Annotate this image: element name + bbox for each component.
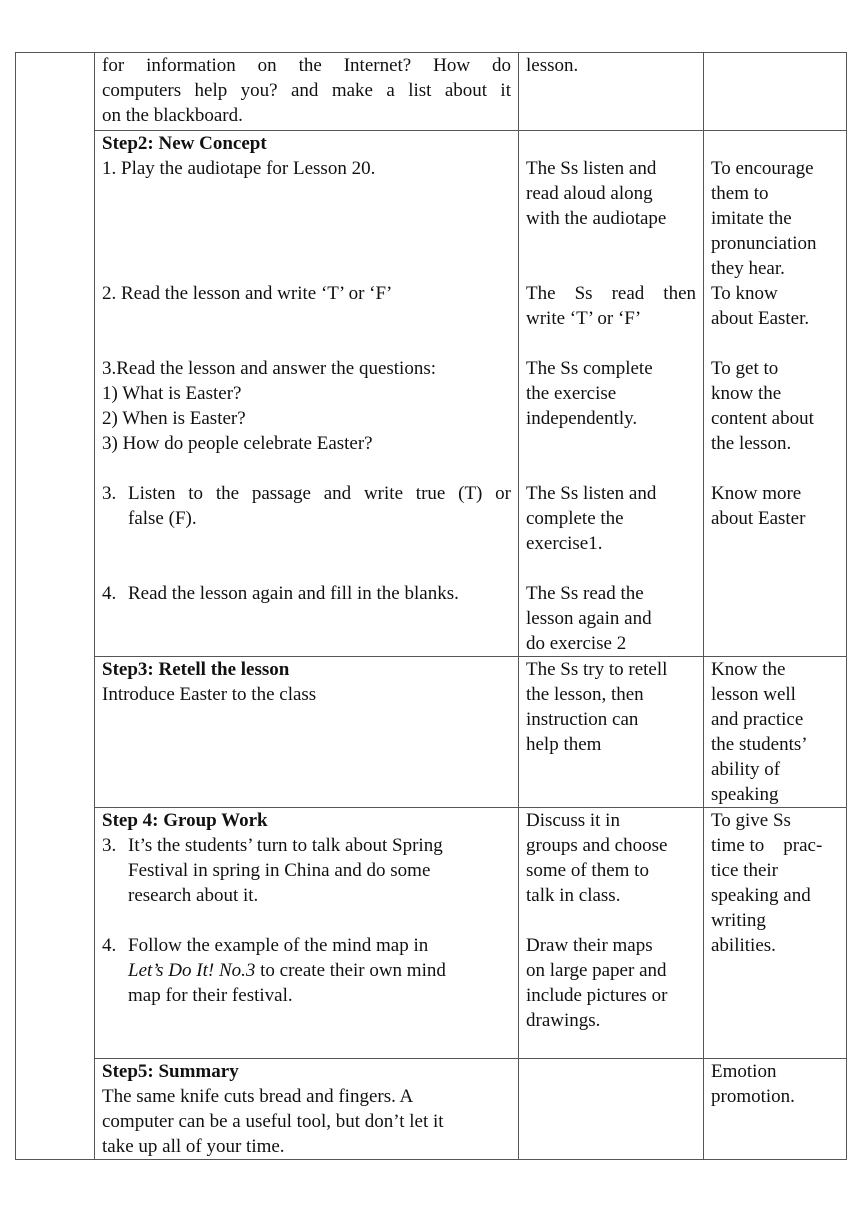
- students-line: drawings.: [526, 1010, 601, 1031]
- activity-line: [128, 958, 511, 983]
- step-heading: Step5: Summary: [102, 1061, 239, 1082]
- students-line: Discuss it in: [526, 810, 620, 831]
- activity-line: 2) When is Easter?: [102, 408, 246, 429]
- purpose-line: imitate the: [711, 208, 792, 229]
- students-line: write ‘T’ or ‘F’: [526, 308, 642, 329]
- table-row: [16, 1059, 847, 1160]
- purpose-line: abilities.: [711, 935, 776, 956]
- students-line: The Ss read the: [526, 583, 644, 604]
- students-line: groups and choose: [526, 835, 668, 856]
- purpose-line: promotion.: [711, 1086, 795, 1107]
- activity-cell: [95, 53, 519, 131]
- students-line: The Ss listen and: [526, 158, 657, 179]
- numbered-item: [102, 833, 511, 908]
- students-line: Draw their maps: [526, 935, 653, 956]
- students-line: lesson again and: [526, 608, 652, 629]
- purpose-cell: [704, 808, 847, 1059]
- step-heading: Step 4: Group Work: [102, 810, 268, 831]
- students-cell: [519, 131, 704, 657]
- numbered-item: [102, 581, 511, 606]
- reference-title: Let’s Do It! No.3: [128, 960, 256, 981]
- activity-text: to create their own mind: [255, 960, 446, 981]
- activity-line: computers help you? and make a list about it: [102, 80, 511, 101]
- students-line: the exercise: [526, 383, 617, 404]
- activity-cell: [95, 808, 519, 1059]
- students-cell: [519, 1059, 704, 1160]
- purpose-line: about Easter: [711, 508, 806, 529]
- students-line: The Ss try to retell: [526, 659, 668, 680]
- students-line: read aloud along: [526, 183, 653, 204]
- step-heading: Step3: Retell the lesson: [102, 659, 290, 680]
- purpose-cell: [704, 131, 847, 657]
- activity-line: on the blackboard.: [102, 105, 243, 126]
- purpose-line: To get to: [711, 358, 779, 379]
- item-number: 3.: [102, 483, 117, 504]
- purpose-line: content about: [711, 408, 814, 429]
- item-number: 4.: [102, 935, 117, 956]
- purpose-line: writing: [711, 910, 766, 931]
- numbered-item: [102, 481, 511, 531]
- purpose-line: To know: [711, 283, 778, 304]
- activity-line: Introduce Easter to the class: [102, 684, 317, 705]
- students-line: on large paper and: [526, 960, 667, 981]
- activity-line: 3.Read the lesson and answer the questions:: [102, 358, 437, 379]
- item-number: 3.: [102, 835, 117, 856]
- activity-line: It’s the students’ turn to talk about Spring: [128, 835, 443, 856]
- activity-line: map for their festival.: [128, 985, 293, 1006]
- numbered-item: [102, 933, 511, 1008]
- students-line: instruction can: [526, 709, 639, 730]
- purpose-line: lesson well: [711, 684, 796, 705]
- students-line: The Ss listen and: [526, 483, 657, 504]
- activity-line: 3) How do people celebrate Easter?: [102, 433, 373, 454]
- activity-cell: [95, 1059, 519, 1160]
- activity-line: research about it.: [128, 885, 259, 906]
- students-line: The Ss complete: [526, 358, 653, 379]
- purpose-line: speaking and: [711, 885, 811, 906]
- purpose-line: know the: [711, 383, 782, 404]
- purpose-line: time to prac-: [711, 835, 823, 856]
- activity-line: Follow the example of the mind map in: [128, 935, 429, 956]
- students-line: some of them to: [526, 860, 649, 881]
- activity-line: for information on the Internet? How do: [102, 55, 511, 76]
- purpose-line: about Easter.: [711, 308, 810, 329]
- purpose-line: Emotion: [711, 1061, 777, 1082]
- lesson-plan-table: [15, 52, 847, 1160]
- students-cell: [519, 657, 704, 808]
- activity-line: The same knife cuts bread and fingers. A: [102, 1086, 414, 1107]
- purpose-cell: [704, 53, 847, 131]
- activity-cell: [95, 657, 519, 808]
- students-cell: [519, 808, 704, 1059]
- students-line: with the audiotape: [526, 208, 667, 229]
- purpose-line: Know more: [711, 483, 802, 504]
- students-line: help them: [526, 734, 602, 755]
- activity-line: Listen to the passage and write true (T) or: [128, 483, 511, 504]
- activity-line: computer can be a useful tool, but don’t let it: [102, 1111, 444, 1132]
- purpose-line: To encourage: [711, 158, 814, 179]
- students-line: talk in class.: [526, 885, 621, 906]
- students-line: lesson.: [526, 55, 579, 76]
- students-line: exercise1.: [526, 533, 603, 554]
- students-cell: [519, 53, 704, 131]
- purpose-line: them to: [711, 183, 769, 204]
- purpose-line: pronunciation: [711, 233, 817, 254]
- students-line: do exercise 2: [526, 633, 627, 654]
- step-heading: Step2: New Concept: [102, 133, 267, 154]
- students-line: the lesson, then: [526, 684, 644, 705]
- activity-line: 1. Play the audiotape for Lesson 20.: [102, 158, 376, 179]
- activity-line: Festival in spring in China and do some: [128, 860, 431, 881]
- purpose-line: they hear.: [711, 258, 785, 279]
- purpose-line: To give Ss: [711, 810, 791, 831]
- activity-line: 1) What is Easter?: [102, 383, 242, 404]
- left-margin-cell: [16, 53, 95, 1160]
- table-row: [16, 53, 847, 131]
- activity-line: false (F).: [128, 508, 197, 529]
- purpose-line: Know the: [711, 659, 786, 680]
- purpose-line: and practice: [711, 709, 804, 730]
- students-line: independently.: [526, 408, 638, 429]
- purpose-line: tice their: [711, 860, 778, 881]
- activity-cell: [95, 131, 519, 657]
- item-number: 4.: [102, 583, 117, 604]
- purpose-line: the students’: [711, 734, 808, 755]
- activity-line: take up all of your time.: [102, 1136, 285, 1157]
- students-line: include pictures or: [526, 985, 668, 1006]
- table-row: [16, 131, 847, 657]
- activity-line: 2. Read the lesson and write ‘T’ or ‘F’: [102, 283, 393, 304]
- activity-line: Read the lesson again and fill in the blanks.: [128, 583, 459, 604]
- purpose-cell: [704, 1059, 847, 1160]
- students-line: complete the: [526, 508, 624, 529]
- purpose-line: ability of: [711, 759, 781, 780]
- purpose-cell: [704, 657, 847, 808]
- students-line: The Ss read then: [526, 283, 696, 304]
- purpose-line: speaking: [711, 784, 779, 805]
- purpose-line: the lesson.: [711, 433, 792, 454]
- table-row: [16, 808, 847, 1059]
- table-row: [16, 657, 847, 808]
